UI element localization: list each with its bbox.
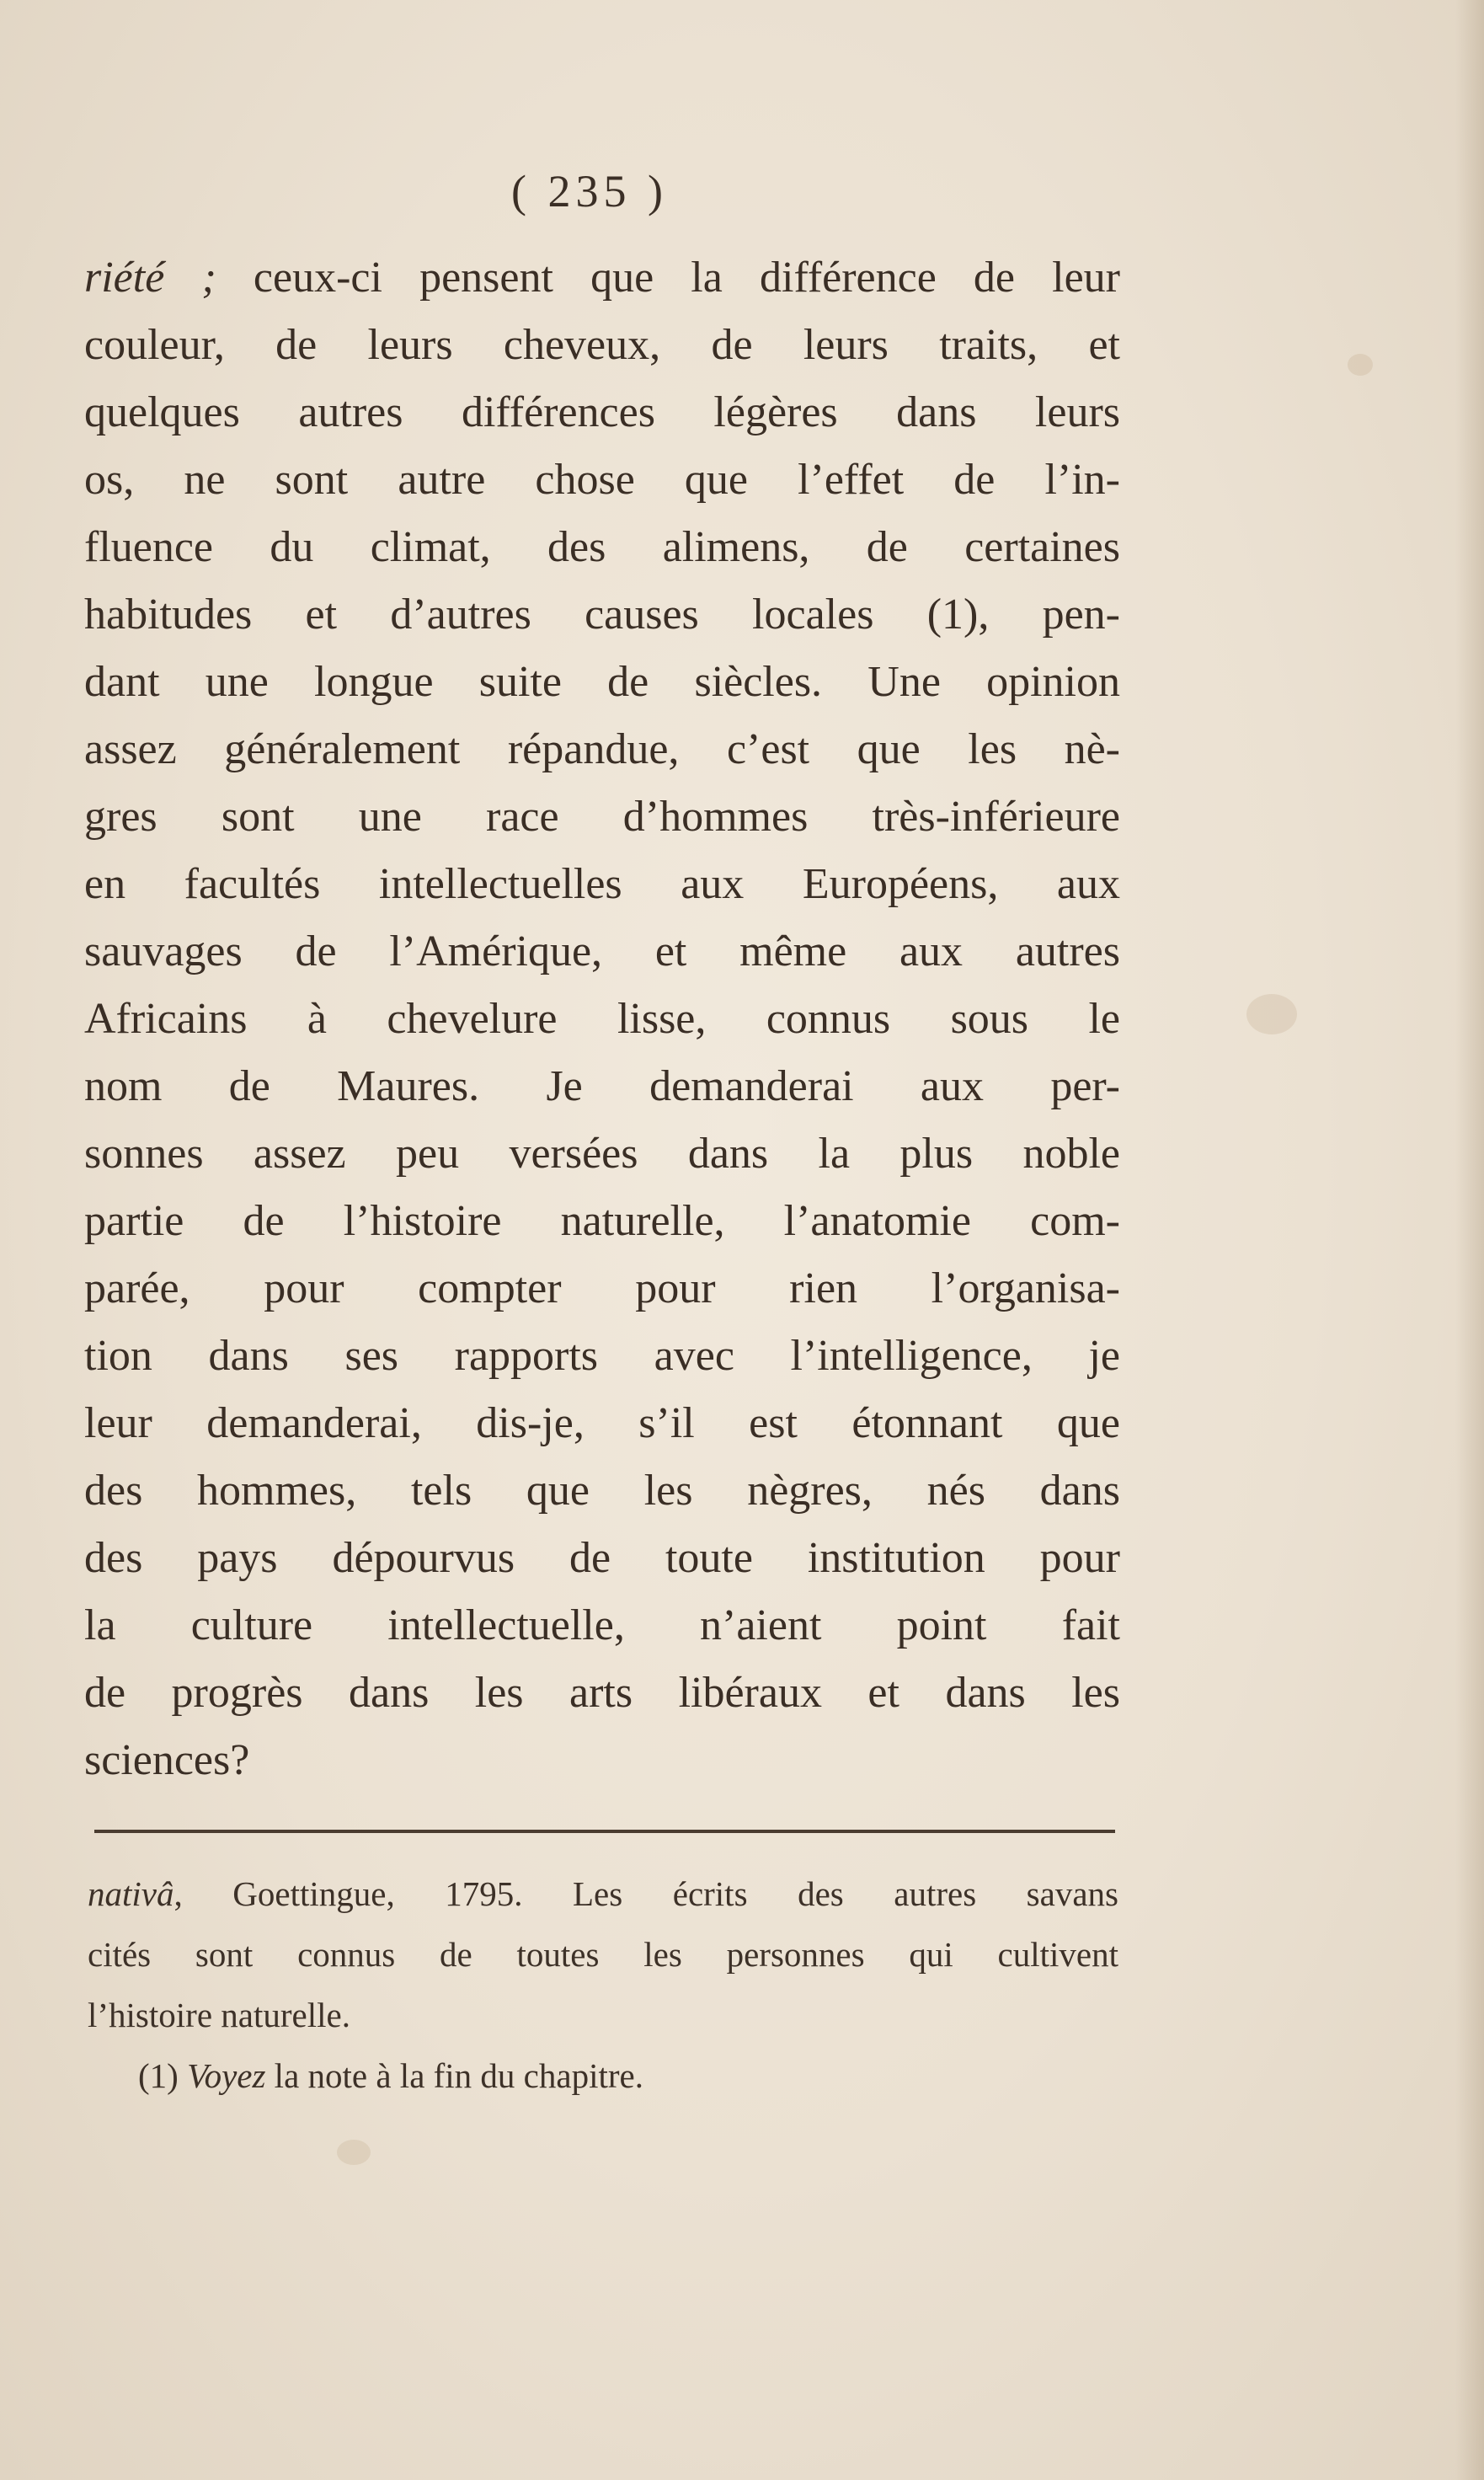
text-line: [84, 244, 1120, 312]
text-line: fluence du climat, des alimens, de certaines: [84, 523, 1120, 571]
text-line: des hommes, tels que les nègres, nés dans: [84, 1467, 1120, 1515]
paper-stain: [1246, 994, 1297, 1034]
text-line: assez généralement répandue, c’est que les nè-: [84, 725, 1120, 773]
text-line: leur demanderai, dis-je, s’il est étonnant que: [84, 1399, 1120, 1447]
footnote-italic: nativâ: [88, 1874, 174, 1913]
text-line: dant une longue suite de siècles. Une opinion: [84, 658, 1120, 706]
text-line: quelques autres différences légères dans leurs: [84, 388, 1120, 436]
text-line: de progrès dans les arts libéraux et dans les: [84, 1669, 1120, 1717]
footnote-line: l’histoire naturelle.: [88, 1996, 350, 2034]
text-line: Africains à chevelure lisse, connus sous le: [84, 995, 1120, 1043]
footnote-note: [88, 2045, 1118, 2106]
paper-stain: [337, 2140, 371, 2165]
text-line: des pays dépourvus de toute institution pour: [84, 1534, 1120, 1582]
text-line: os, ne sont autre chose que l’effet de l’in-: [84, 456, 1120, 504]
footnote-note-text: la note à la fin du chapitre.: [265, 2056, 643, 2095]
footnotes: [88, 1863, 1118, 2106]
footnote-note-italic: Voyez: [187, 2056, 266, 2095]
text-line: couleur, de leurs cheveux, de leurs traits, et: [84, 321, 1120, 369]
text-line: en facultés intellectuelles aux Européens, aux: [84, 860, 1120, 908]
paper-stain: [1348, 354, 1373, 376]
page-number: ( 235 ): [511, 166, 668, 216]
footnote-line: cités sont connus de toutes les personnes qui cultivent: [88, 1935, 1118, 1974]
text-line: sonnes assez peu versées dans la plus noble: [84, 1130, 1120, 1178]
footnote-divider: [94, 1830, 1115, 1833]
text-line: la culture intellectuelle, n’aient point fait: [84, 1601, 1120, 1649]
page-edge-shadow: [1455, 0, 1484, 2480]
text-line: gres sont une race d’hommes très-inférieure: [84, 793, 1120, 841]
text-line: sauvages de l’Amérique, et même aux autres: [84, 927, 1120, 975]
text-line: habitudes et d’autres causes locales (1), pen-: [84, 591, 1120, 639]
text-line: parée, pour compter pour rien l’organisa-: [84, 1264, 1120, 1312]
footnote-marker: (1): [138, 2056, 179, 2095]
text-line-rest: ceux-ci pensent que la différence de leur: [216, 254, 1121, 302]
text-line: sciences?: [84, 1736, 250, 1784]
text-line: tion dans ses rapports avec l’intelligence, je: [84, 1332, 1120, 1380]
text-line: partie de l’histoire naturelle, l’anatomie com-: [84, 1197, 1120, 1245]
text-line: nom de Maures. Je demanderai aux per-: [84, 1062, 1120, 1110]
body-text: [84, 244, 1120, 1794]
footnote-line: [88, 1863, 1118, 1924]
text-line-italic: riété ;: [84, 254, 216, 302]
footnote-text: , Goettingue, 1795. Les écrits des autres savans: [173, 1874, 1118, 1913]
